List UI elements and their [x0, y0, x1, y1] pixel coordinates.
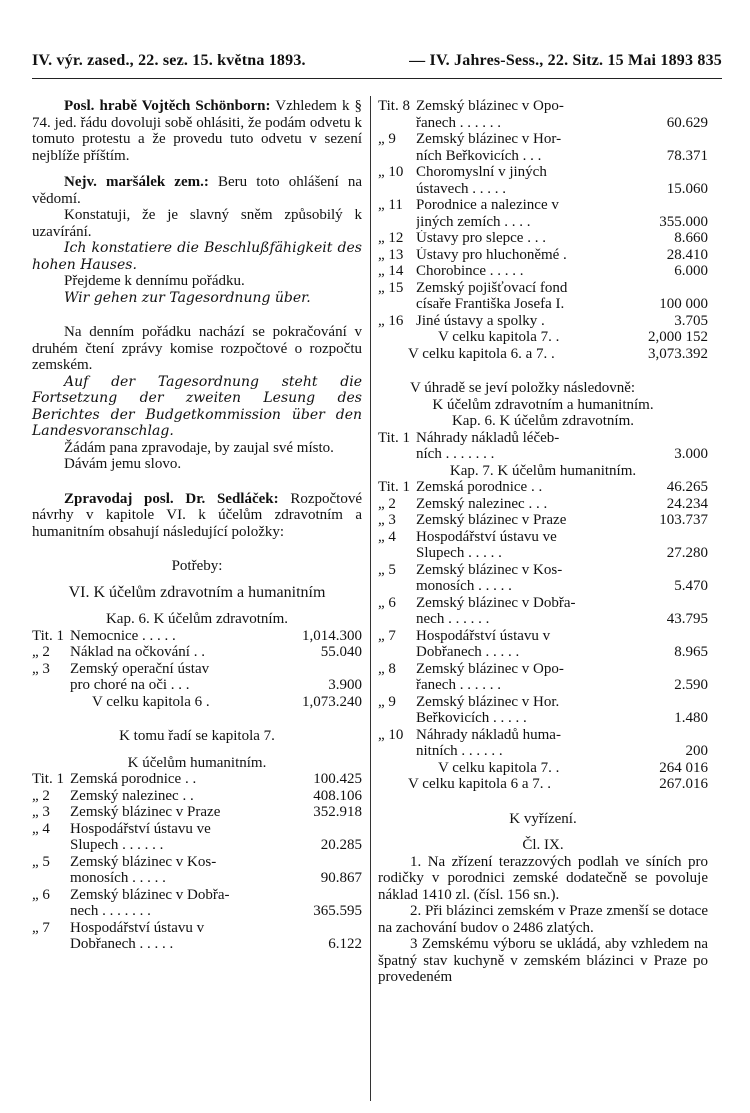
item-label: Zemský pojišťovací fond	[416, 279, 568, 296]
right-column	[378, 98, 708, 986]
list-item	[378, 578, 708, 595]
kap7-continued-items	[378, 98, 708, 329]
item-label: nech . . . . . . .	[70, 903, 151, 919]
item-value: 365.595	[313, 903, 362, 919]
column-divider	[370, 96, 371, 1101]
list-item	[32, 936, 362, 953]
item-pre: „ 6	[378, 594, 396, 611]
list-item	[378, 280, 708, 297]
list-item	[32, 804, 362, 821]
heading-kap7: K účelům humanitním.	[127, 754, 267, 771]
list-item	[378, 263, 708, 280]
heading-uhrada-sub: K účelům zdravotním a humanitním.	[432, 396, 654, 413]
item-label: nech . . . . . .	[416, 611, 490, 627]
item-value: 46.265	[666, 479, 708, 495]
item-value: 100.425	[313, 771, 362, 787]
paragraph-marsalek	[32, 174, 362, 207]
list-item	[32, 837, 362, 854]
item-pre: „ 8	[378, 660, 396, 677]
item-value: 1.480	[674, 710, 708, 726]
heading-uhrada: V úhradě se jeví položky následovně:	[410, 380, 636, 396]
kap6-items	[378, 430, 708, 463]
list-item	[378, 197, 708, 214]
paragraph-clause-3: 3 Zemskému výboru se ukládá, aby vzhledem na špatný stav kuchyně v zemském blázinci v Praze po provedeném	[378, 936, 708, 985]
item-pre: „ 14	[378, 263, 404, 279]
list-item	[378, 313, 708, 330]
list-item	[378, 131, 708, 148]
heading-k-tomu: K tomu řadí se kapitola 7.	[119, 728, 275, 744]
item-pre: Tit. 1	[32, 771, 64, 787]
header-german: — IV. Jahres-Sess., 22. Sitz. 15 Mai 1893 835	[409, 52, 722, 69]
list-item	[378, 496, 708, 513]
item-label: Slupech . . . . .	[416, 545, 502, 561]
list-item	[32, 870, 362, 887]
item-pre: Tit. 1	[378, 479, 410, 495]
item-label: Zemský nalezinec . .	[70, 787, 194, 804]
item-label: nitních . . . . . .	[416, 743, 503, 759]
list-item: Tit. 1 Nemocnice . . . . . 1,014.300	[32, 627, 362, 644]
item-label: Chorobince . . . . .	[416, 263, 524, 279]
item-label: Dobřanech . . . . .	[416, 644, 520, 660]
item-value: 28.410	[666, 246, 708, 263]
paragraph-schonborn	[32, 98, 362, 164]
list-item	[378, 694, 708, 711]
item-label: Choromyslní v jiných	[416, 164, 547, 180]
total-row: V celku kapitola 7. . 264 016	[438, 759, 708, 776]
list-item: „ 2 Náklad na očkování . . 55.040	[32, 644, 362, 660]
item-value: 200	[685, 743, 708, 759]
item-value: 43.795	[666, 611, 708, 627]
item-value: 100 000	[659, 296, 708, 312]
list-item	[32, 771, 362, 788]
list-item	[378, 296, 708, 313]
item-label: Hospodářství ústavu v	[70, 919, 205, 936]
list-item	[378, 247, 708, 264]
list-item	[378, 644, 708, 661]
list-item	[32, 920, 362, 937]
item-label: Náhrady nákladů léčeb-	[416, 429, 560, 446]
item-pre: „ 6	[32, 886, 50, 903]
item-label: Zemský blázinec v Kos-	[70, 853, 217, 870]
list-item	[378, 562, 708, 579]
list-item	[32, 887, 362, 904]
list-item	[378, 611, 708, 628]
paragraph-zpravodaj	[32, 491, 362, 541]
speaker-name: Zpravodaj posl. Dr. Sedláček:	[64, 490, 279, 507]
total-row: V celku kapitola 6. a 7. . 3,073.392	[408, 345, 708, 362]
paragraph-german: Wir gehen zur Tagesordnung über.	[64, 289, 311, 306]
item-pre: „ 16	[378, 312, 404, 329]
list-item	[378, 545, 708, 562]
item-label: Hospodářství ústavu ve	[416, 528, 557, 545]
item-pre: „ 12	[378, 230, 404, 246]
item-value: 78.371	[666, 147, 708, 164]
item-pre: Tit. 8	[378, 98, 410, 114]
item-label: Zemská porodnice . .	[416, 479, 543, 495]
item-label: Hospodářství ústavu ve	[70, 820, 211, 837]
list-item	[378, 661, 708, 678]
kap7-items	[32, 771, 362, 953]
item-value: 6.000	[674, 263, 708, 279]
item-label: Zemský blázinec v Praze	[416, 512, 567, 528]
paragraph-davam: Dávám jemu slovo.	[64, 456, 182, 472]
list-item	[378, 148, 708, 165]
heading-potreby: Potřeby:	[171, 558, 223, 574]
item-label: Ústavy pro slepce . . .	[416, 230, 546, 246]
item-value: 3.705	[674, 312, 708, 329]
list-item	[378, 710, 708, 727]
item-pre: „ 9	[378, 131, 396, 147]
list-item	[378, 479, 708, 496]
list-item	[378, 430, 708, 447]
paragraph-german: Ich konstatiere die Beschlußfähigkeit des hohen Hauses.	[32, 240, 362, 273]
list-item	[378, 628, 708, 645]
item-pre: „ 3	[32, 804, 50, 820]
paragraph-zadam: Žádám pana zpravodaje, by zaujal své místo.	[64, 439, 334, 456]
item-value: 60.629	[666, 114, 708, 131]
item-label: Zemský nalezinec . . .	[416, 495, 548, 512]
item-value: 352.918	[313, 804, 362, 820]
item-pre: „ 9	[378, 693, 396, 710]
speaker-name: Posl. hrabě Vojtěch Schönborn:	[64, 98, 271, 114]
paragraph-text: Rozpočtové návrhy v kapitole VI. k účelům zdravotním a humanitním obsahují následující položky:	[32, 490, 362, 540]
item-pre: „ 7	[378, 627, 396, 644]
item-label: Zemská porodnice . .	[70, 771, 197, 787]
list-item	[378, 446, 708, 463]
list-item	[32, 903, 362, 920]
total-row: V celku kapitola 6 a 7. . 267.016	[408, 776, 708, 792]
item-label: Zemský blázinec v Dobřa-	[70, 886, 230, 903]
item-label: ních Beřkovicích . . .	[416, 147, 542, 164]
speaker-name: Nejv. maršálek zem.:	[64, 174, 209, 190]
list-item	[378, 164, 708, 181]
item-value: 408.106	[313, 787, 362, 804]
item-label: Jiné ústavy a spolky .	[416, 312, 545, 329]
item-pre: „ 5	[32, 853, 50, 870]
item-label: Zemský blázinec v Dobřa-	[416, 594, 576, 611]
kap6-items	[32, 628, 362, 711]
list-item	[378, 595, 708, 612]
item-value: 27.280	[666, 545, 708, 561]
list-item	[378, 512, 708, 529]
list-item	[32, 788, 362, 805]
paragraph-konstatuji: Konstatuji, že je slavný sněm způsobilý k uzavírání.	[32, 207, 362, 240]
paragraph-denni-porad: Na denním pořádku nachází se pokračování v druhém čtení zprávy komise rozpočtové o rozpočtu zemském.	[32, 324, 362, 373]
list-item	[378, 214, 708, 231]
total-row: V celku kapitola 7. . 2,000 152	[438, 329, 708, 345]
item-label: monosích . . . . .	[70, 870, 166, 886]
item-label: Slupech . . . . . .	[70, 837, 164, 853]
item-label: Zemský blázinec v Hor-	[416, 131, 562, 147]
item-label: Zemský blázinec v Opo-	[416, 660, 564, 677]
item-label: jiných zemích . . . .	[416, 213, 531, 230]
heading-k-vyrizeni: K vyřízení.	[509, 810, 577, 827]
paragraph-text: Vzhledem k § 74. jed. řádu dovoluji sobě ohlásiti, že podám odvetu k tomuto protestu a že provedu tuto odvetu v sezení nejblíže příštím.	[32, 98, 363, 164]
header-rule	[32, 78, 722, 79]
item-pre: „ 10	[378, 164, 404, 180]
item-label: císaře Františka Josefa I.	[416, 296, 565, 312]
item-value: 24.234	[666, 495, 708, 512]
list-item: „ 3 Zemský operační ústav	[32, 660, 210, 677]
heading-kap7: Kap. 7. K účelům humanitním.	[449, 462, 637, 479]
paragraph-clause-1: 1. Na zřízení terazzových podlah ve síních pro rodičky v porodnici zemské dodatečně se povoluje náklad 1410 zl. (čísl. 156 sn.).	[378, 853, 708, 903]
item-pre: „ 7	[32, 919, 50, 936]
item-label: Dobřanech . . . . .	[70, 936, 174, 952]
paragraph-german: Auf der Tagesordnung steht die Fortsetzung der zweiten Lesung des Berichtes der Budgetkommission über den Landesvoranschlag.	[32, 373, 362, 439]
item-value: 15.060	[666, 180, 708, 197]
item-pre: „ 13	[378, 246, 404, 263]
item-value: 8.660	[674, 230, 708, 246]
item-label: Beřkovicích . . . . .	[416, 710, 527, 726]
list-item	[378, 677, 708, 694]
item-pre: „ 15	[378, 279, 404, 296]
item-value: 355.000	[659, 213, 708, 230]
running-header	[32, 52, 722, 74]
list-item	[378, 230, 708, 247]
list-item	[378, 98, 708, 115]
item-label: Zemský blázinec v Opo-	[416, 98, 564, 114]
item-label: ních . . . . . . .	[416, 446, 495, 462]
header-czech: IV. výr. zased., 22. sez. 15. května 1893.	[32, 52, 306, 69]
list-item: pro choré na oči . . . 3.900	[70, 677, 362, 693]
item-label: řanech . . . . . .	[416, 677, 501, 693]
item-pre: „ 4	[32, 820, 50, 837]
list-item	[32, 821, 362, 838]
item-pre: „ 2	[32, 787, 50, 804]
item-label: Hospodářství ústavu v	[416, 627, 551, 644]
item-pre: Tit. 1	[378, 429, 410, 446]
item-pre: „ 3	[378, 512, 396, 528]
list-item	[378, 181, 708, 198]
item-value: 103.737	[659, 512, 708, 528]
item-pre: „ 5	[378, 561, 396, 578]
list-item	[32, 854, 362, 871]
heading-section-vi: VI. K účelům zdravotním a humanitním	[68, 583, 326, 601]
item-label: Zemský blázinec v Hor.	[416, 693, 560, 710]
item-value: 20.285	[320, 837, 362, 853]
heading-kap6: Kap. 6. K účelům zdravotním.	[451, 413, 635, 429]
item-label: Porodnice a nalezince v	[416, 197, 559, 213]
item-value: 6.122	[328, 936, 362, 952]
item-label: ústavech . . . . .	[416, 180, 506, 197]
item-label: monosích . . . . .	[416, 578, 512, 594]
paragraph-prejdeme: Přejdeme k dennímu pořádku.	[64, 273, 245, 289]
item-label: řanech . . . . . .	[416, 114, 501, 131]
paragraph-clause-2: 2. Při blázinci zemském v Praze zmenší se dotace na zachování budov o 2486 zlatých.	[378, 903, 708, 936]
list-item	[378, 529, 708, 546]
paragraph-text: Beru toto ohlášení na vědomí.	[32, 174, 363, 207]
item-label: Zemský blázinec v Praze	[70, 804, 221, 820]
item-label: Ústavy pro hluchoněmé .	[416, 246, 567, 263]
heading-clanek: Čl. IX.	[522, 837, 564, 853]
item-pre: „ 11	[378, 197, 403, 213]
left-column	[32, 98, 362, 953]
total-row: V celku kapitola 6 . 1,073.240	[92, 693, 362, 710]
item-value: 2.590	[674, 677, 708, 693]
list-item	[378, 115, 708, 132]
item-value: 3.000	[674, 446, 708, 462]
item-value: 5.470	[674, 578, 708, 594]
item-pre: „ 10	[378, 726, 404, 743]
item-pre: „ 2	[378, 495, 396, 512]
item-pre: „ 4	[378, 528, 396, 545]
item-value: 90.867	[320, 870, 362, 886]
item-label: Zemský blázinec v Kos-	[416, 561, 563, 578]
list-item	[378, 743, 708, 760]
list-item	[378, 727, 708, 744]
heading-kap6: Kap. 6. K účelům zdravotním.	[105, 611, 289, 627]
kap7-items	[378, 479, 708, 760]
item-value: 8.965	[674, 644, 708, 660]
item-label: Náhrady nákladů huma-	[416, 726, 561, 743]
